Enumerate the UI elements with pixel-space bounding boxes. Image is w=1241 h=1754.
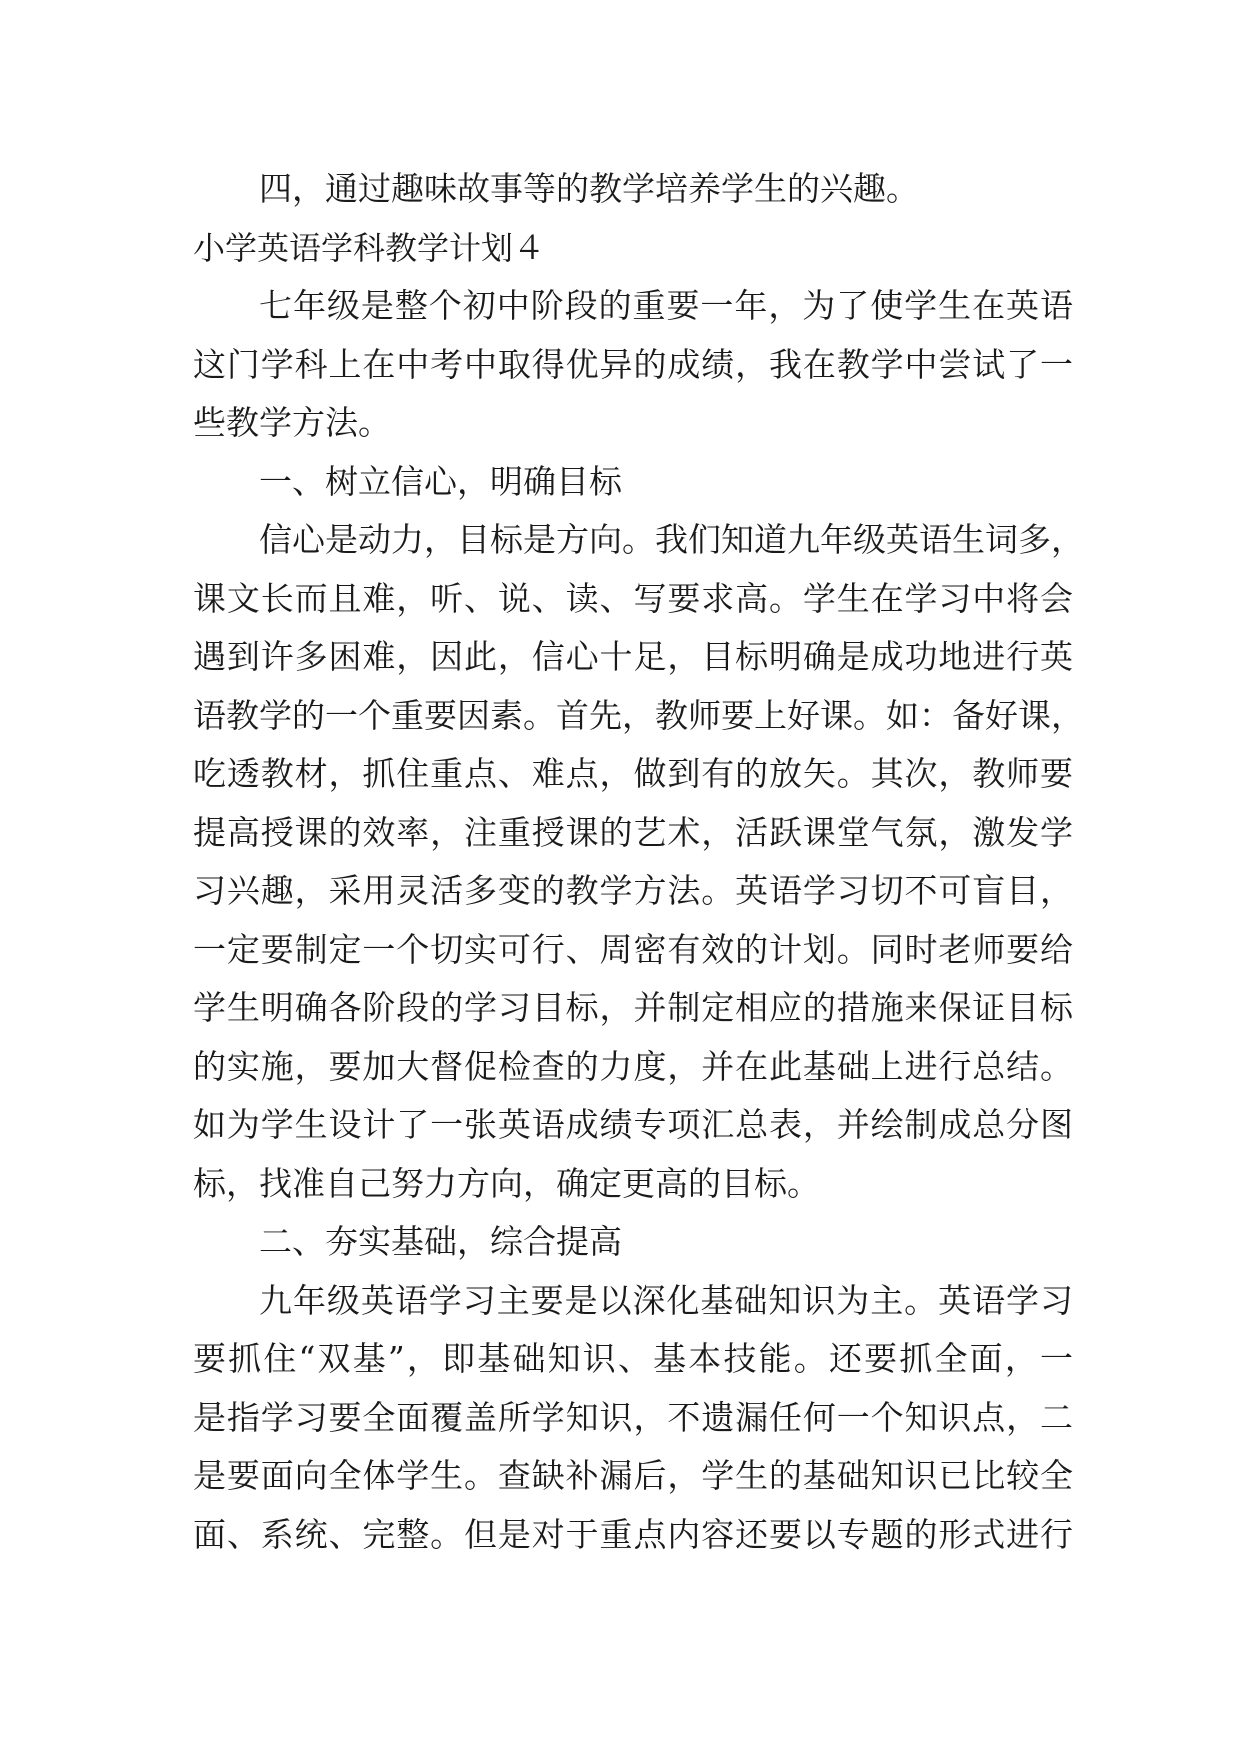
paragraph-line: 的实施，要加大督促检查的力度，并在此基础上进行总结。 bbox=[193, 1046, 1073, 1086]
paragraph-line: 一定要制定一个切实可行、周密有效的计划。同时老师要给 bbox=[193, 929, 1073, 969]
paragraph-line: 如为学生设计了一张英语成绩专项汇总表，并绘制成总分图 bbox=[193, 1105, 1073, 1144]
paragraph-line: 要抓住“双基”，即基础知识、基本技能。还要抓全面，一 bbox=[193, 1339, 1073, 1378]
paragraph-line: 课文长而且难，听、说、读、写要求高。学生在学习中将会 bbox=[193, 578, 1073, 618]
paragraph-line: 这门学科上在中考中取得优异的成绩，我在教学中尝试了一 bbox=[193, 344, 1073, 384]
paragraph-line: 些教学方法。 bbox=[193, 403, 391, 442]
paragraph-line: 提高授课的效率，注重授课的艺术，活跃课堂气氛，激发学 bbox=[193, 812, 1073, 852]
paragraph-line: 是指学习要全面覆盖所学知识，不遗漏任何一个知识点，二 bbox=[193, 1397, 1073, 1437]
paragraph-line: 九年级英语学习主要是以深化基础知识为主。英语学习 bbox=[259, 1280, 1073, 1320]
paragraph-line: 习兴趣，采用灵活多变的教学方法。英语学习切不可盲目， bbox=[193, 871, 1073, 910]
section-heading: 一、树立信心，明确目标 bbox=[259, 461, 622, 501]
paragraph-line: 信心是动力，目标是方向。我们知道九年级英语生词多， bbox=[259, 520, 1084, 559]
paragraph-line: 标，找准自己努力方向，确定更高的目标。 bbox=[193, 1163, 820, 1203]
section-heading: 二、夯实基础，综合提高 bbox=[259, 1222, 622, 1261]
paragraph-line: 遇到许多困难，因此，信心十足，目标明确是成功地进行英 bbox=[193, 637, 1073, 676]
paragraph-line: 七年级是整个初中阶段的重要一年，为了使学生在英语 bbox=[259, 286, 1073, 325]
paragraph-line: 四，通过趣味故事等的教学培养学生的兴趣。 bbox=[259, 169, 919, 208]
paragraph-line: 是要面向全体学生。查缺补漏后，学生的基础知识已比较全 bbox=[193, 1456, 1073, 1495]
paragraph-line: 语教学的一个重要因素。首先，教师要上好课。如：备好课， bbox=[193, 695, 1084, 735]
paragraph-line: 面、系统、完整。但是对于重点内容还要以专题的形式进行 bbox=[193, 1514, 1073, 1554]
paragraph-line: 吃透教材，抓住重点、难点，做到有的放矢。其次，教师要 bbox=[193, 754, 1073, 793]
document-body bbox=[193, 160, 1084, 1564]
section-title: 小学英语学科教学计划４ bbox=[193, 228, 546, 267]
paragraph-line: 学生明确各阶段的学习目标，并制定相应的措施来保证目标 bbox=[193, 988, 1073, 1027]
